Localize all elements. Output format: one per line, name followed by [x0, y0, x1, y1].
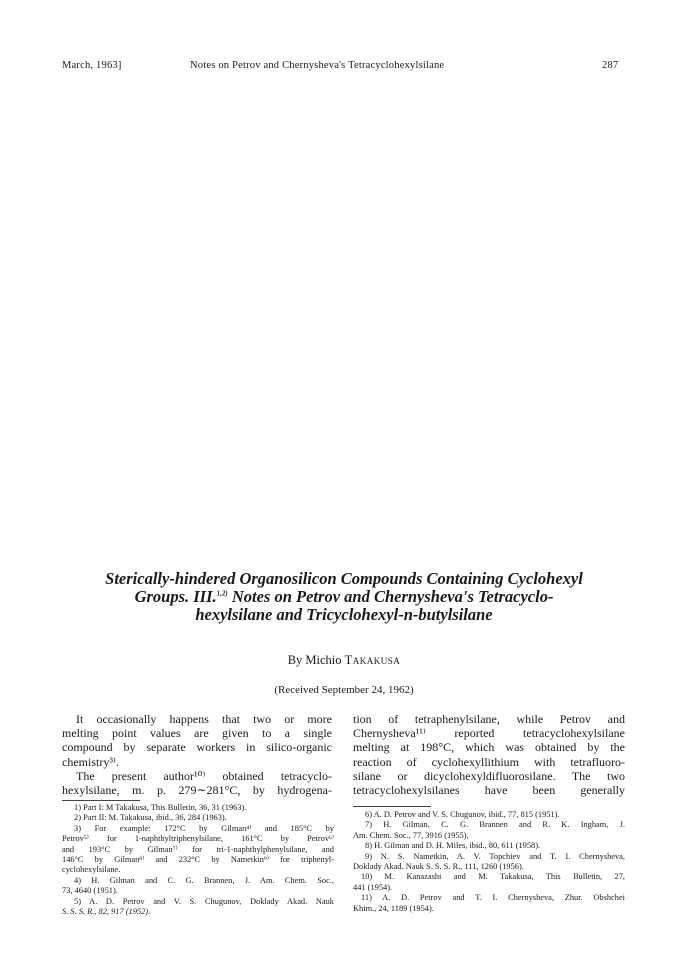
body-line: melting point values are given to a single: [62, 726, 332, 741]
title-footnote-ref: 1,2): [216, 589, 228, 598]
footnote: 8) H. Gilman and D. H. Miles, ibid., 80, 611 (1958).: [365, 841, 541, 851]
footnote: S. S. S. R., 82, 917 (1952).: [62, 907, 151, 917]
running-header-date: March, 1963]: [62, 60, 122, 71]
body-line: compound by separate workers in silico-organic: [62, 740, 332, 755]
footnote: and 193°C by Gilman⁷⁾ for tri-1-naphthylphenylsilane, and: [62, 844, 334, 854]
author-byline: By Michio Takakusa: [287, 653, 401, 667]
footnote: 3) For example: 172°C by Gilman⁴⁾ and 185°C by: [74, 823, 334, 833]
footnote: 6) A. D. Petrov and V. S. Chugunov, ibid., 77, 815 (1951).: [365, 810, 560, 819]
body-column-right: [353, 712, 625, 797]
footnote: 4) H. Gilman and C. G. Brannen, J. Am. Chem. Soc.,: [74, 875, 334, 885]
body-line: chemistry³⁾.: [62, 754, 119, 769]
body-line: The present author¹⁰⁾ obtained tetracyclo-: [76, 768, 332, 783]
body-line: reaction of cyclohexyllithium with tetrafluoro-: [353, 754, 625, 769]
footnote: 1) Part I: M Takakusa, This Bulletin, 36, 31 (1963).: [74, 803, 247, 812]
title-line-2: Groups. III.$^{1,2)}$ Notes on Petrov and Chernysheva's Tetracyclo-: [134, 587, 554, 606]
body-line: silane or dicyclohexyldifluorosilane. The two: [353, 768, 625, 783]
footnote: Khim., 24, 1189 (1954).: [353, 903, 434, 913]
body-line: It occasionally happens that two or more: [76, 712, 332, 726]
running-header-title: Notes on Petrov and Chernysheva's Tetracyclohexylsilane: [190, 60, 445, 71]
page-number: 287: [602, 60, 619, 71]
received-date: (Received September 24, 1962): [274, 684, 414, 696]
footnote: 73, 4640 (1951).: [62, 886, 118, 896]
footnote-rule-left: [62, 800, 140, 801]
footnote: 146°C by Gilman⁸⁾ and 232°C by Nametkin⁹⁾ for triphenyl-: [62, 855, 334, 865]
body-line: tetracyclohexylsilanes have been generally: [353, 783, 625, 798]
title-line-1: Sterically-hindered Organosilicon Compounds Containing Cyclohexyl: [105, 569, 583, 588]
footnotes-left: [62, 803, 334, 917]
footnote: 7) H. Gilman, C. G. Brannen and R. K. Ingham, J.: [365, 820, 625, 830]
footnote: Petrov⁵⁾ for 1-naphthyltriphenylsilane, 161°C by Petrov⁶⁾: [62, 834, 334, 844]
footnotes-right: [353, 810, 625, 914]
body-line: Chernysheva¹¹⁾ reported tetracyclohexylsilane: [353, 726, 625, 741]
footnote: 11) A. D. Petrov and T. I. Chernysheva, Zhur. Obshchei: [361, 893, 625, 903]
footnote: Am. Chem. Soc., 77, 3916 (1955).: [353, 830, 469, 840]
footnote: 2) Part II: M. Takakusa, ibid., 36, 284 (1963).: [74, 813, 227, 823]
body-line: tion of tetraphenylsilane, while Petrov and: [353, 712, 625, 726]
footnote: cyclohexylsilane.: [62, 865, 121, 875]
body-column-left: [62, 712, 332, 797]
footnote: 441 (1954).: [353, 882, 393, 892]
footnote: 10) M. Kanazashi and M. Takakusa, This Bulletin, 27,: [361, 872, 625, 882]
body-line: hexylsilane, m. p. 279∼281°C, by hydrogena-: [62, 783, 332, 798]
body-line: melting at 198°C, which was obtained by the: [353, 740, 625, 755]
footnote-rule-right: [353, 806, 431, 807]
author-surname: Takakusa: [344, 653, 401, 667]
title-line-3: hexylsilane and Tricyclohexyl-n-butylsilane: [195, 605, 493, 624]
footnote: 9) N. S. Nametkin, A. V. Topchiev and T. I. Chernysheva,: [365, 851, 625, 861]
footnote: Doklady Akad. Nauk S. S. S. R., 111, 1260 (1956).: [353, 862, 524, 872]
article-title: [40, 570, 648, 624]
footnote: 5) A. D. Petrov and V. S. Chugunov, Doklady Akad. Nauk: [74, 896, 334, 906]
